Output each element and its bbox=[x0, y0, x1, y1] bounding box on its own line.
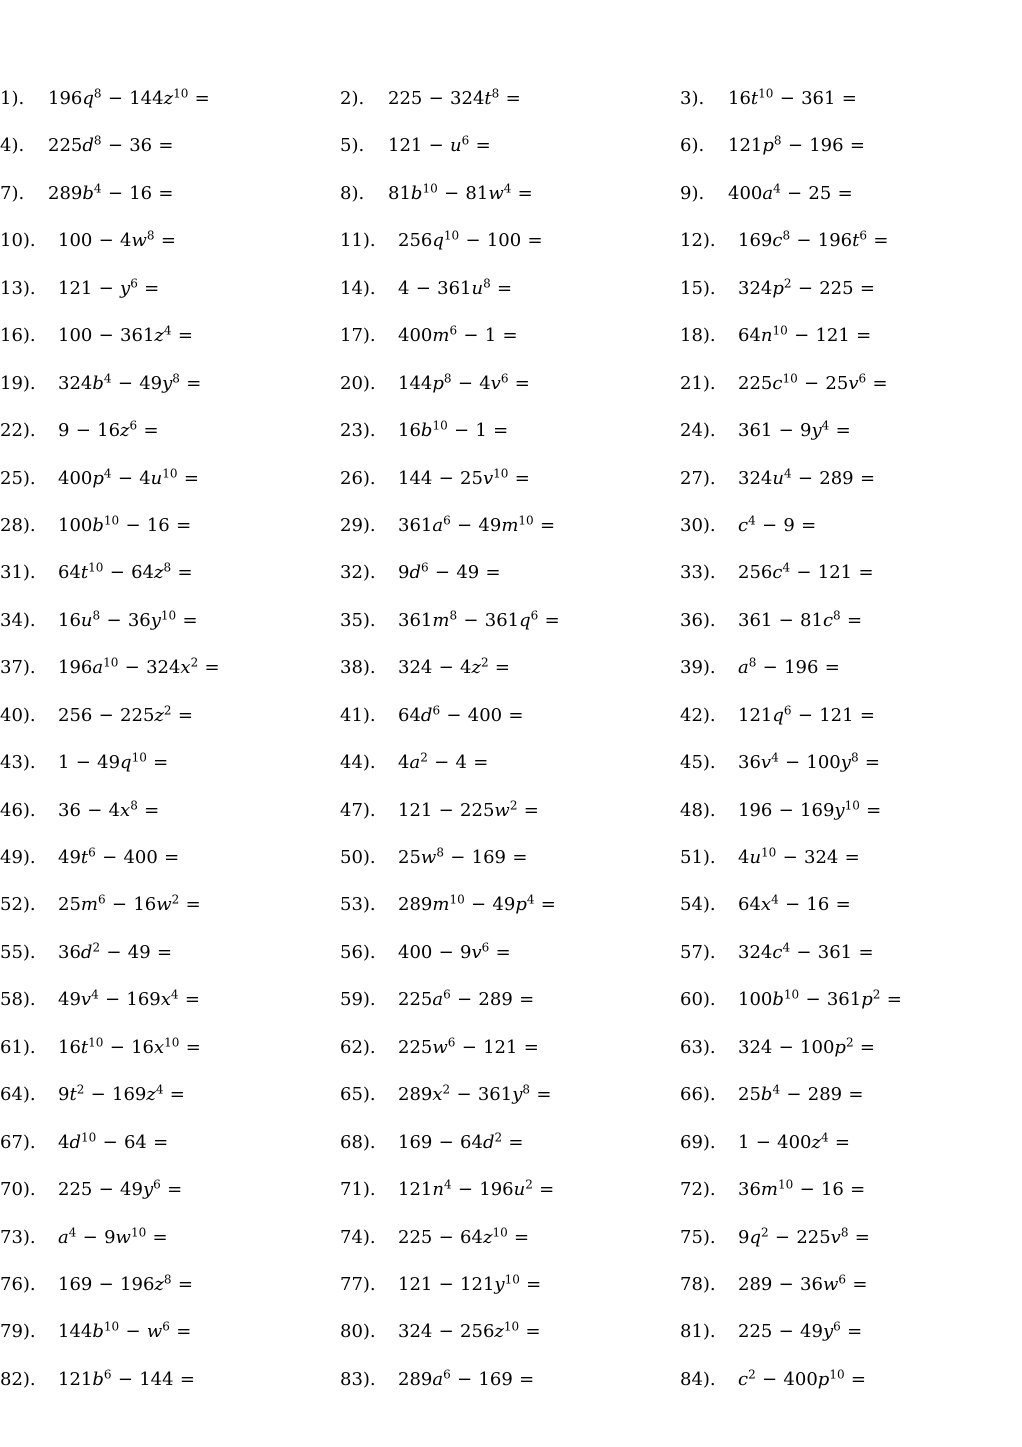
problem-expression: $16b^{10} - 1$ = bbox=[398, 418, 509, 442]
problem-number: 62). bbox=[340, 1036, 376, 1058]
problem-expression: $289x^2 - 361y^8$ = bbox=[398, 1082, 552, 1106]
problem-number: 7). bbox=[0, 182, 25, 204]
problem-expression: $1 - 49q^{10}$ = bbox=[58, 750, 169, 774]
problem-number: 18). bbox=[680, 325, 716, 347]
problem-expression: $144b^{10} - w^6$ = bbox=[58, 1319, 192, 1343]
problem-item bbox=[680, 464, 881, 494]
problem-expression: $64n^{10} - 121$ = bbox=[738, 323, 872, 347]
problem-expression: $64x^4 - 16$ = bbox=[738, 892, 851, 916]
problem-expression: $4u^{10} - 324$ = bbox=[738, 845, 860, 869]
problem-expression: $400m^6 - 1$ = bbox=[398, 323, 518, 347]
problem-item bbox=[340, 938, 517, 968]
problem-number: 74). bbox=[340, 1226, 376, 1248]
problem-expression: $361a^6 - 49m^{10}$ = bbox=[398, 513, 556, 536]
problem-expression: $324u^4 - 289$ = bbox=[738, 465, 876, 489]
problem-expression: $9q^2 - 225v^8$ = bbox=[738, 1224, 870, 1248]
problem-number: 22). bbox=[0, 420, 36, 442]
problem-number: 78). bbox=[680, 1274, 716, 1295]
problem-expression: $100 - 361z^4$ = bbox=[58, 323, 193, 347]
problem-expression: $81b^{10} - 81w^4$ = bbox=[388, 181, 533, 204]
problem-item bbox=[340, 606, 566, 636]
problem-item bbox=[0, 1080, 191, 1110]
problem-item bbox=[0, 606, 204, 636]
problem-number: 57). bbox=[680, 941, 716, 963]
problem-number: 44). bbox=[340, 752, 376, 774]
problem-item bbox=[680, 1223, 876, 1253]
problem-item bbox=[0, 796, 166, 826]
problem-item bbox=[340, 1175, 561, 1205]
problem-item bbox=[680, 1080, 870, 1110]
problem-item bbox=[0, 1128, 175, 1158]
problem-expression: $c^4 - 9$ = bbox=[738, 513, 817, 536]
problem-item bbox=[340, 1080, 558, 1110]
problem-number: 72). bbox=[680, 1179, 716, 1201]
problem-expression: $64t^{10} - 64z^8$ = bbox=[58, 560, 193, 584]
problem-expression: $144p^8 - 4v^6$ = bbox=[398, 371, 530, 394]
problem-expression: $36d^2 - 49$ = bbox=[58, 940, 173, 963]
problem-expression: $324c^4 - 361$ = bbox=[738, 940, 874, 963]
problem-item bbox=[680, 84, 863, 114]
problem-expression: $289a^6 - 169$ = bbox=[398, 1367, 535, 1390]
problem-item bbox=[0, 1270, 199, 1300]
problem-number: 12). bbox=[680, 230, 716, 252]
problem-item bbox=[0, 843, 186, 873]
problem-item bbox=[0, 464, 205, 494]
problem-expression: $256 - 225z^2$ = bbox=[58, 703, 193, 726]
problem-number: 48). bbox=[680, 799, 716, 821]
problem-number: 73). bbox=[0, 1226, 36, 1248]
problem-expression: $9t^2 - 169z^4$ = bbox=[58, 1082, 185, 1106]
problem-number: 1). bbox=[0, 88, 25, 109]
problem-item bbox=[0, 1175, 188, 1205]
problem-expression: $64d^6 - 400$ = bbox=[398, 703, 524, 726]
problem-number: 56). bbox=[340, 941, 376, 963]
problem-item bbox=[340, 1033, 545, 1063]
problem-number: 43). bbox=[0, 752, 36, 774]
problem-number: 16). bbox=[0, 325, 36, 347]
problem-expression: $324p^2 - 225$ = bbox=[738, 276, 875, 299]
problem-expression: $9d^6 - 49$ = bbox=[398, 560, 501, 584]
problem-item bbox=[680, 1365, 872, 1395]
problem-item bbox=[340, 1128, 530, 1158]
problem-number: 45). bbox=[680, 752, 716, 774]
problem-number: 52). bbox=[0, 894, 36, 916]
problem-number: 32). bbox=[340, 562, 376, 584]
problem-item bbox=[0, 1033, 207, 1063]
problem-expression: $256c^4 - 121$ = bbox=[738, 560, 874, 584]
problem-number: 42). bbox=[680, 704, 716, 726]
problem-number: 8). bbox=[340, 182, 365, 204]
problem-expression: $121 - 225w^2$ = bbox=[398, 798, 539, 821]
problem-item bbox=[340, 1365, 540, 1395]
problem-number: 39). bbox=[680, 657, 716, 679]
problem-number: 21). bbox=[680, 372, 716, 394]
problem-item bbox=[680, 1317, 868, 1347]
problem-item bbox=[340, 1317, 547, 1347]
problem-number: 33). bbox=[680, 562, 716, 584]
problem-expression: $121n^4 - 196u^2$ = bbox=[398, 1177, 555, 1201]
problem-expression: $225c^{10} - 25v^6$ = bbox=[738, 371, 888, 394]
problem-expression: $169c^8 - 196t^6$ = bbox=[738, 228, 889, 252]
problem-item bbox=[0, 748, 175, 778]
problem-number: 11). bbox=[340, 230, 376, 252]
problem-item bbox=[0, 701, 199, 731]
problem-number: 40). bbox=[0, 704, 36, 726]
problem-number: 58). bbox=[0, 989, 36, 1011]
problem-expression: $225 - 49y^6$ = bbox=[58, 1177, 183, 1201]
problem-expression: $225 - 49y^6$ = bbox=[738, 1319, 863, 1343]
problem-item bbox=[680, 1270, 874, 1300]
problem-expression: $a^4 - 9w^{10}$ = bbox=[58, 1224, 168, 1248]
problem-expression: $196a^{10} - 324x^2$ = bbox=[58, 655, 220, 679]
problem-number: 23). bbox=[340, 420, 376, 442]
problem-number: 4). bbox=[0, 135, 25, 157]
problem-item bbox=[340, 558, 507, 588]
problem-item bbox=[0, 558, 199, 588]
problem-item bbox=[340, 890, 562, 920]
problem-number: 46). bbox=[0, 799, 36, 821]
problem-expression: $16u^8 - 36y^{10}$ = bbox=[58, 608, 198, 631]
problem-expression: $100b^{10} - 16$ = bbox=[58, 513, 192, 536]
problem-number: 64). bbox=[0, 1084, 36, 1106]
problem-item bbox=[680, 701, 881, 731]
problem-expression: $25w^8 - 169$ = bbox=[398, 845, 528, 869]
problem-number: 55). bbox=[0, 941, 36, 963]
problem-item bbox=[0, 1317, 198, 1347]
problem-expression: $144 - 25v^{10}$ = bbox=[398, 465, 530, 489]
problem-item bbox=[0, 985, 206, 1015]
problem-expression: $400 - 9v^6$ = bbox=[398, 940, 511, 963]
problem-expression: $324b^4 - 49y^8$ = bbox=[58, 371, 202, 394]
problem-item bbox=[0, 321, 199, 351]
problem-expression: $400p^4 - 4u^{10}$ = bbox=[58, 465, 199, 489]
problem-number: 61). bbox=[0, 1036, 36, 1058]
problem-item bbox=[0, 226, 182, 256]
problem-expression: $324 - 4z^2$ = bbox=[398, 655, 511, 679]
problem-expression: $49v^4 - 169x^4$ = bbox=[58, 987, 200, 1011]
problem-expression: $100b^{10} - 361p^2$ = bbox=[738, 987, 902, 1011]
problem-item bbox=[0, 1223, 174, 1253]
problem-item bbox=[680, 369, 894, 399]
problem-expression: $1 - 400z^4$ = bbox=[738, 1130, 851, 1153]
problem-number: 81). bbox=[680, 1321, 716, 1343]
problem-expression: $289b^4 - 16$ = bbox=[48, 181, 174, 204]
problem-number: 60). bbox=[680, 989, 716, 1011]
problem-number: 24). bbox=[680, 420, 716, 442]
problem-item bbox=[0, 179, 180, 209]
problem-number: 5). bbox=[340, 135, 365, 157]
problem-number: 26). bbox=[340, 467, 376, 489]
problem-expression: $324 - 256z^{10}$ = bbox=[398, 1319, 541, 1343]
problem-expression: $100 - 4w^8$ = bbox=[58, 228, 176, 252]
problem-number: 70). bbox=[0, 1179, 36, 1201]
problem-expression: $361 - 81c^8$ = bbox=[738, 608, 863, 631]
problem-number: 80). bbox=[340, 1321, 376, 1343]
problem-item bbox=[0, 1365, 201, 1395]
problem-number: 37). bbox=[0, 657, 36, 679]
problem-item bbox=[680, 558, 880, 588]
problem-expression: $16t^{10} - 361$ = bbox=[728, 86, 857, 109]
problem-expression: $25b^4 - 289$ = bbox=[738, 1082, 864, 1106]
problem-expression: $400a^4 - 25$ = bbox=[728, 181, 853, 204]
problem-item bbox=[0, 938, 178, 968]
problem-expression: $361m^8 - 361q^6$ = bbox=[398, 608, 560, 631]
problem-expression: $121 - 121y^{10}$ = bbox=[398, 1272, 542, 1295]
problem-number: 69). bbox=[680, 1131, 716, 1153]
problem-number: 82). bbox=[0, 1368, 36, 1390]
problem-number: 19). bbox=[0, 372, 36, 394]
problem-expression: $324 - 100p^2$ = bbox=[738, 1035, 875, 1058]
problem-expression: $4 - 361u^8$ = bbox=[398, 276, 513, 299]
problem-item bbox=[340, 1270, 548, 1300]
problem-expression: $196 - 169y^{10}$ = bbox=[738, 798, 882, 821]
problem-expression: $225 - 324t^8$ = bbox=[388, 86, 521, 109]
problem-expression: $16t^{10} - 16x^{10}$ = bbox=[58, 1035, 201, 1058]
problem-item bbox=[340, 131, 497, 161]
problem-number: 27). bbox=[680, 467, 716, 489]
problem-expression: $361 - 9y^4$ = bbox=[738, 418, 851, 442]
problem-expression: $256q^{10} - 100$ = bbox=[398, 228, 543, 252]
problem-number: 66). bbox=[680, 1084, 716, 1106]
problem-number: 59). bbox=[340, 989, 376, 1011]
problem-number: 3). bbox=[680, 88, 705, 109]
problem-number: 29). bbox=[340, 514, 376, 536]
problem-item bbox=[0, 416, 165, 446]
problem-number: 83). bbox=[340, 1368, 376, 1390]
problem-number: 76). bbox=[0, 1274, 36, 1295]
problem-number: 30). bbox=[680, 514, 716, 536]
problem-expression: $25m^6 - 16w^2$ = bbox=[58, 892, 201, 916]
problem-number: 51). bbox=[680, 847, 716, 869]
problem-item bbox=[680, 416, 857, 446]
problem-number: 25). bbox=[0, 467, 36, 489]
problem-item bbox=[340, 84, 527, 114]
problem-item bbox=[680, 274, 881, 304]
problem-expression: $36 - 4x^8$ = bbox=[58, 798, 160, 821]
problem-item bbox=[680, 1175, 872, 1205]
problem-item bbox=[340, 985, 540, 1015]
problem-item bbox=[340, 321, 524, 351]
problem-expression: $9 - 16z^6$ = bbox=[58, 418, 159, 442]
problem-expression: $121 - y^6$ = bbox=[58, 276, 160, 299]
problem-item bbox=[340, 464, 536, 494]
problem-item bbox=[340, 274, 518, 304]
problem-item bbox=[680, 890, 857, 920]
problem-number: 67). bbox=[0, 1131, 36, 1153]
problem-item bbox=[0, 274, 166, 304]
problem-expression: $49t^6 - 400$ = bbox=[58, 845, 180, 869]
problem-item bbox=[340, 843, 534, 873]
problem-item bbox=[340, 369, 536, 399]
problem-number: 6). bbox=[680, 135, 705, 157]
problem-item bbox=[340, 653, 516, 683]
problem-number: 54). bbox=[680, 894, 716, 916]
problem-expression: $36v^4 - 100y^8$ = bbox=[738, 750, 880, 774]
problem-item bbox=[680, 321, 878, 351]
problem-item bbox=[680, 985, 908, 1015]
problem-expression: $225a^6 - 289$ = bbox=[398, 987, 535, 1011]
problem-number: 35). bbox=[340, 609, 376, 631]
problem-number: 28). bbox=[0, 514, 36, 536]
problem-item bbox=[680, 511, 823, 541]
problem-expression: $4d^{10} - 64$ = bbox=[58, 1130, 169, 1153]
problem-number: 75). bbox=[680, 1226, 716, 1248]
problem-number: 71). bbox=[340, 1179, 376, 1201]
problem-item bbox=[340, 701, 530, 731]
problem-number: 14). bbox=[340, 277, 376, 299]
problem-item bbox=[340, 511, 561, 541]
problem-expression: $121p^8 - 196$ = bbox=[728, 133, 865, 157]
problem-item bbox=[680, 179, 859, 209]
problem-number: 77). bbox=[340, 1274, 376, 1295]
problem-number: 53). bbox=[340, 894, 376, 916]
problem-expression: $289m^{10} - 49p^4$ = bbox=[398, 892, 556, 916]
problem-number: 79). bbox=[0, 1321, 36, 1343]
problem-expression: $4a^2 - 4$ = bbox=[398, 750, 489, 774]
problem-expression: $36m^{10} - 16$ = bbox=[738, 1177, 866, 1201]
problem-item bbox=[0, 511, 197, 541]
problem-expression: $c^2 - 400p^{10}$ = bbox=[738, 1367, 866, 1390]
problem-number: 31). bbox=[0, 562, 36, 584]
problem-number: 13). bbox=[0, 277, 36, 299]
problem-number: 15). bbox=[680, 277, 716, 299]
problem-number: 49). bbox=[0, 847, 36, 869]
problem-number: 36). bbox=[680, 609, 716, 631]
problem-number: 2). bbox=[340, 88, 365, 109]
problem-number: 84). bbox=[680, 1368, 716, 1390]
problem-expression: $121 - u^6$ = bbox=[388, 133, 491, 157]
problem-number: 38). bbox=[340, 657, 376, 679]
problem-number: 41). bbox=[340, 704, 376, 726]
problem-item bbox=[340, 179, 539, 209]
problem-item bbox=[340, 1223, 535, 1253]
problem-item bbox=[680, 1128, 856, 1158]
problem-expression: $225 - 64z^{10}$ = bbox=[398, 1224, 530, 1248]
problem-number: 68). bbox=[340, 1131, 376, 1153]
problem-number: 65). bbox=[340, 1084, 376, 1106]
problem-number: 17). bbox=[340, 325, 376, 347]
problem-number: 50). bbox=[340, 847, 376, 869]
problem-item bbox=[0, 369, 208, 399]
problem-item bbox=[680, 131, 871, 161]
problem-item bbox=[680, 748, 886, 778]
problem-item bbox=[680, 1033, 881, 1063]
problem-item bbox=[680, 938, 880, 968]
problem-number: 9). bbox=[680, 182, 705, 204]
problem-item bbox=[680, 796, 888, 826]
problem-item bbox=[680, 843, 866, 873]
problem-expression: $225w^6 - 121$ = bbox=[398, 1035, 539, 1058]
problem-item bbox=[0, 131, 180, 161]
problem-item bbox=[0, 890, 207, 920]
problem-item bbox=[0, 84, 216, 114]
problem-item bbox=[680, 226, 895, 256]
problem-item bbox=[340, 226, 549, 256]
problem-number: 10). bbox=[0, 230, 36, 252]
problem-expression: $289 - 36w^6$ = bbox=[738, 1272, 868, 1295]
problem-item bbox=[680, 653, 846, 683]
problem-expression: $196q^8 - 144z^{10}$ = bbox=[48, 86, 210, 109]
problem-item bbox=[0, 653, 226, 683]
problem-number: 20). bbox=[340, 372, 376, 394]
problem-expression: $169 - 196z^8$ = bbox=[58, 1272, 193, 1295]
problem-expression: $121b^6 - 144$ = bbox=[58, 1367, 195, 1390]
problem-item bbox=[680, 606, 868, 636]
problem-expression: $a^8 - 196$ = bbox=[738, 655, 840, 679]
problem-item bbox=[340, 796, 545, 826]
problem-expression: $225d^8 - 36$ = bbox=[48, 133, 174, 157]
problem-number: 63). bbox=[680, 1036, 716, 1058]
problem-number: 34). bbox=[0, 609, 36, 631]
problem-item bbox=[340, 748, 495, 778]
problem-expression: $169 - 64d^2$ = bbox=[398, 1130, 524, 1153]
problem-expression: $121q^6 - 121$ = bbox=[738, 703, 875, 726]
problem-number: 47). bbox=[340, 799, 376, 821]
problem-item bbox=[340, 416, 515, 446]
